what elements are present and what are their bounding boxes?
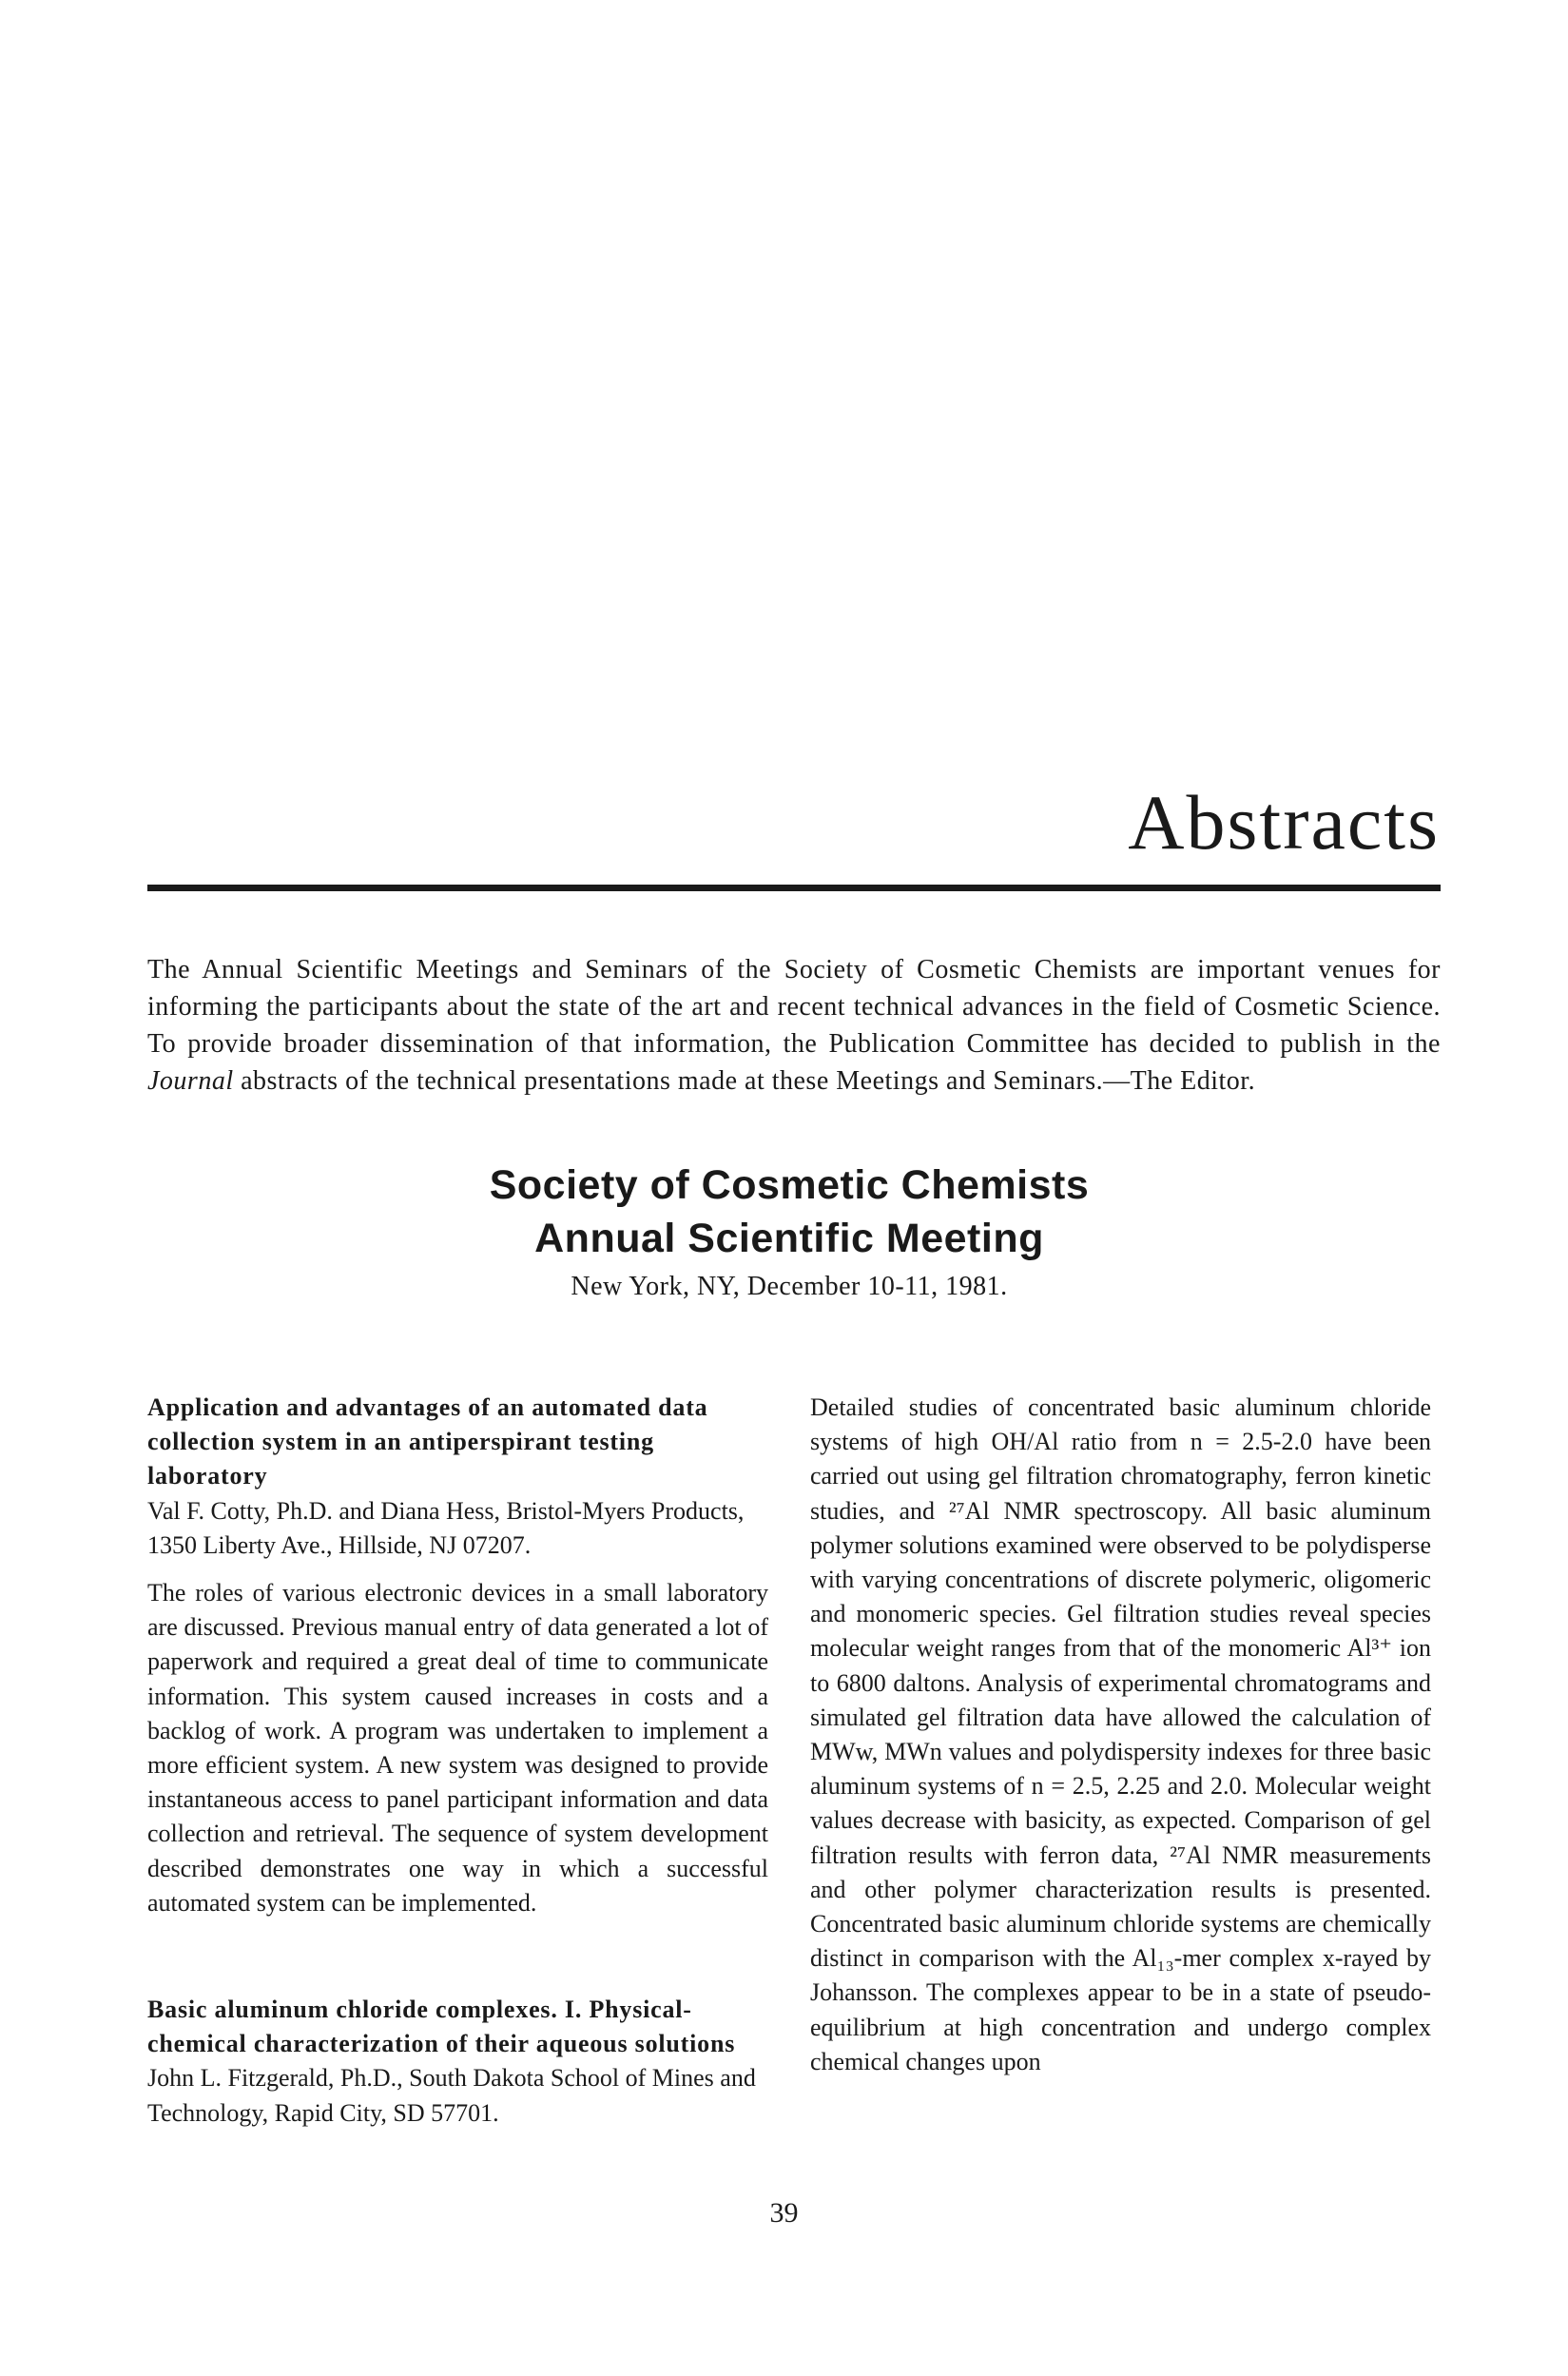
- meeting-location-date: New York, NY, December 10-11, 1981.: [571, 1272, 1008, 1301]
- page-number: 39: [769, 2197, 799, 2229]
- left-column: [147, 1391, 768, 2131]
- editor-note-text: The Annual Scientific Meetings and Seminars of the Society of Cosmetic Chemists are important venues for informing the participants about the state of the art and recent technical advances in the field of Cosmetic Science. To provide broader dissemination of that information, the Publication Committee has decided to publish in the: [147, 955, 1441, 1059]
- meeting-title-line1: Society of Cosmetic Chemists: [489, 1162, 1090, 1208]
- title-rule: [147, 885, 1441, 891]
- editor-note-text-end: abstracts of the technical presentations made at these Meetings and Seminars.—The Editor.: [233, 1066, 1256, 1096]
- editor-note: [147, 951, 1441, 1100]
- right-column: [810, 1391, 1431, 2079]
- abstract-2-body: Detailed studies of concentrated basic aluminum chloride systems of high OH/Al ratio from n = 2.5-2.0 have been carried out using gel filtration chromatography, ferron kinetic studies, and ²⁷Al NMR spectroscopy. All basic aluminum polymer solutions examined were observed to be polydisperse with varying concentrations of discrete polymeric, oligomeric and monomeric species. Gel filtration studies reveal species molecular weight ranges from that of the monomeric Al³⁺ ion to 6800 daltons. Analysis of experimental chromatograms and simulated gel filtration data have allowed the calculation of MWw, MWn values and polydispersity indexes for three basic aluminum systems of n = 2.5, 2.25 and 2.0. Molecular weight values decrease with basicity, as expected. Comparison of gel filtration results with ferron data, ²⁷Al NMR measurements and other polymer characterization results is presented. Concentrated basic aluminum chloride systems are chemically distinct in comparison with the Al₁₃-mer complex x-rayed by Johansson. The complexes appear to be in a state of pseudo-equilibrium at high concentration and undergo complex chemical changes upon: [810, 1393, 1431, 2075]
- meeting-heading: [285, 1159, 1293, 1305]
- section-title: Abstracts: [1128, 779, 1440, 866]
- abstract-1-body: The roles of various electronic devices in a small laboratory are discussed. Previous manual entry of data generated a lot of paperwork and required a great deal of time to communicate information. This system caused increases in costs and a backlog of work. A program was undertaken to implement a more efficient system. A new system was designed to provide instantaneous access to panel participant information and data collection and retrieval. The sequence of system development described demonstrates one way in which a successful automated system can be implemented.: [147, 1579, 768, 1917]
- abstract-1-title: Application and advantages of an automated data collection system in an antiperspirant testing laboratory: [147, 1393, 708, 1490]
- meeting-title-line2: Annual Scientific Meeting: [534, 1216, 1044, 1261]
- journal-italic: Journal: [147, 1066, 234, 1096]
- abstract-1-authors: Val F. Cotty, Ph.D. and Diana Hess, Bristol-Myers Products, 1350 Liberty Ave., Hillside, NJ 07207.: [147, 1496, 745, 1559]
- abstract-2-title: Basic aluminum chloride complexes. I. Physical-chemical characterization of their aqueous solutions: [147, 1996, 736, 2058]
- abstract-2-authors: John L. Fitzgerald, Ph.D., South Dakota School of Mines and Technology, Rapid City, SD 57701.: [147, 2064, 756, 2127]
